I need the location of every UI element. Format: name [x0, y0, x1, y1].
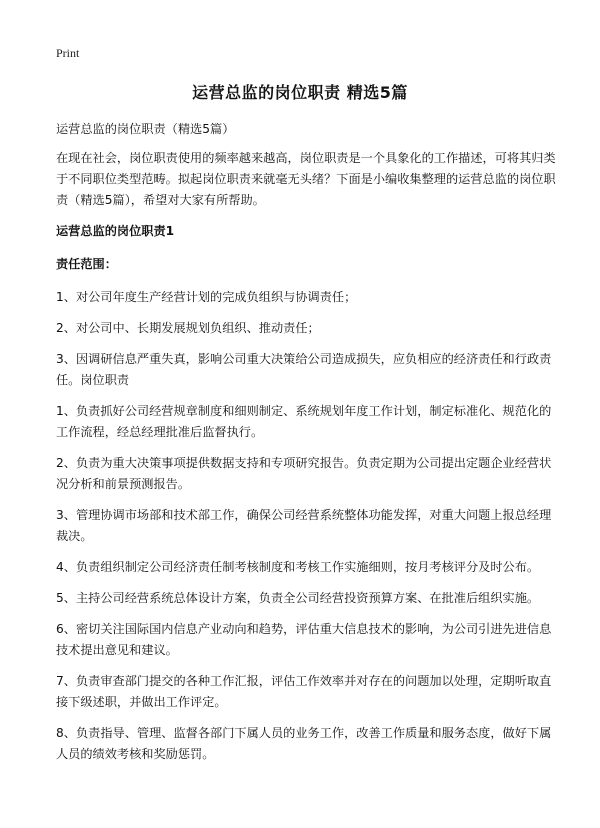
article-subtitle: 运营总监的岗位职责（精选5篇）: [56, 122, 235, 136]
list-item: 2、负责为重大决策事项提供数据支持和专项研究报告。负责定期为公司提出定题企业经营状况分析和前景预测报告。: [56, 456, 552, 491]
section-heading: 运营总监的岗位职责1: [56, 224, 175, 238]
scope-heading: 责任范围：: [56, 257, 117, 271]
list-item: 3、管理协调市场部和技术部工作，确保公司经营系统整体功能发挥，对重大问题上报总经理裁决。: [56, 508, 552, 543]
article-body: [56, 119, 556, 775]
list-item: 4、负责组织制定公司经济责任制考核制度和考核工作实施细则，按月考核评分及时公布。: [56, 560, 540, 574]
list-item: 3、因调研信息严重失真，影响公司重大决策给公司造成损失，应负相应的经济责任和行政责任。岗位职责: [56, 352, 552, 387]
list-item: 8、负责指导、管理、监督各部门下属人员的业务工作，改善工作质量和服务态度，做好下属人员的绩效考核和奖励惩罚。: [56, 726, 552, 761]
intro-paragraph: 在现在社会，岗位职责使用的频率越来越高，岗位职责是一个具象化的工作描述，可将其归类于不同职位类型范畴。拟起岗位职责来就毫无头绪？下面是小编收集整理的运营总监的岗位职责（精选5篇），希望对大家有所帮助。: [56, 151, 556, 207]
list-item: 7、负责审查部门提交的各种工作汇报，评估工作效率并对存在的问题加以处理，定期听取直接下级述职，并做出工作评定。: [56, 674, 552, 709]
list-item: 6、密切关注国际国内信息产业动向和趋势，评估重大信息技术的影响，为公司引进先进信息技术提出意见和建议。: [56, 622, 552, 657]
list-item: 1、负责抓好公司经营规章制度和细则制定、系统规划年度工作计划，制定标准化、规范化的工作流程，经总经理批准后监督执行。: [56, 404, 552, 439]
print-link[interactable]: Print: [56, 46, 80, 60]
page-title: 运营总监的岗位职责 精选5篇: [192, 83, 408, 102]
list-item: 5、主持公司经营系统总体设计方案，负责全公司经营投资预算方案、在批准后组织实施。: [56, 591, 540, 605]
list-item: 2、对公司中、长期发展规划负组织、推动责任；: [56, 321, 320, 335]
list-item: 1、对公司年度生产经营计划的完成负组织与协调责任；: [56, 290, 357, 304]
